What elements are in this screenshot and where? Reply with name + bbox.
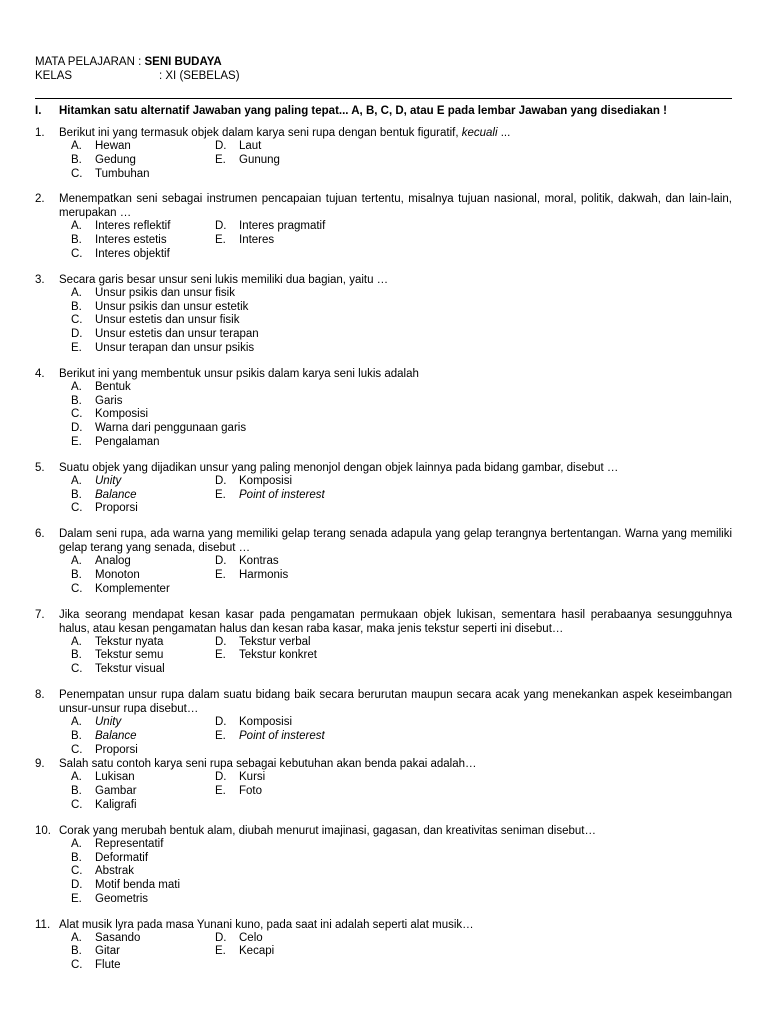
instruction bbox=[35, 105, 667, 117]
question-text: Salah satu contoh karya seni rupa sebagai kebutuhan akan benda pakai adalah… bbox=[59, 758, 477, 771]
option-e[interactable]: E. Harmonis bbox=[215, 568, 289, 581]
option-d[interactable]: D. Komposisi bbox=[215, 474, 293, 487]
option-b[interactable]: B. Balance bbox=[71, 729, 137, 742]
option-d[interactable]: D. Motif benda mati bbox=[71, 879, 181, 892]
option-a[interactable]: A. Unity bbox=[71, 474, 122, 487]
option-a[interactable]: A. Unity bbox=[71, 715, 122, 728]
option-b[interactable]: B. Tekstur semu bbox=[71, 649, 164, 662]
option-e[interactable]: E. Point of insterest bbox=[215, 488, 325, 501]
class-value: : XI (SEBELAS) bbox=[159, 70, 240, 82]
question-text: Jika seorang mendapat kesan kasar pada pengamatan permukaan objek lukisan, sementara hasil perabaanya sesungguhnya halus, atau kesan pengamatan halus dan kesan raba kasar, maka jenis tekstur seperti ini disebut… bbox=[59, 608, 732, 635]
option-b[interactable]: B. Unsur psikis dan unsur estetik bbox=[71, 300, 249, 313]
question-number: 3. bbox=[35, 273, 45, 286]
question-7 bbox=[35, 608, 732, 677]
option-b[interactable]: B. Garis bbox=[71, 394, 123, 407]
option-c[interactable]: C. Tekstur visual bbox=[71, 663, 165, 676]
option-a[interactable]: A. Analog bbox=[71, 555, 131, 568]
option-b[interactable]: B. Monoton bbox=[71, 568, 140, 581]
option-e[interactable]: E. Interes bbox=[215, 234, 275, 247]
option-a[interactable]: A. Unsur psikis dan unsur fisik bbox=[71, 286, 235, 299]
option-d[interactable]: D. Tekstur verbal bbox=[215, 635, 311, 648]
question-10 bbox=[35, 824, 732, 907]
subject-line bbox=[35, 55, 222, 69]
question-8 bbox=[35, 688, 732, 757]
question-11 bbox=[35, 918, 732, 973]
option-d[interactable]: D. Kontras bbox=[215, 555, 279, 568]
question-text: Corak yang merubah bentuk alam, diubah menurut imajinasi, gagasan, dan kreativitas seniman disebut… bbox=[59, 824, 596, 837]
option-d[interactable]: D. Interes pragmatif bbox=[215, 220, 326, 233]
question-text: Berikut ini yang membentuk unsur psikis dalam karya seni lukis adalah bbox=[59, 367, 419, 380]
question-9 bbox=[35, 757, 732, 812]
option-d[interactable]: D. Kursi bbox=[215, 771, 266, 784]
option-a[interactable]: A. Sasando bbox=[71, 931, 141, 944]
question-number: 7. bbox=[35, 608, 45, 621]
option-c[interactable]: C. Komplementer bbox=[71, 582, 170, 595]
option-e[interactable]: E. Point of insterest bbox=[215, 729, 325, 742]
subject-label: MATA PELAJARAN : bbox=[35, 56, 142, 68]
option-d[interactable]: D. Unsur estetis dan unsur terapan bbox=[71, 328, 259, 341]
question-number: 2. bbox=[35, 193, 45, 206]
question-text: Alat musik lyra pada masa Yunani kuno, pada saat ini adalah seperti alat musik… bbox=[59, 918, 474, 931]
question-number: 10. bbox=[35, 824, 51, 837]
option-d[interactable]: D. Celo bbox=[215, 931, 263, 944]
option-c[interactable]: C. Interes objektif bbox=[71, 247, 170, 260]
option-e[interactable]: E. Foto bbox=[215, 785, 263, 798]
question-number: 4. bbox=[35, 367, 45, 380]
option-c[interactable]: C. Tumbuhan bbox=[71, 167, 150, 180]
option-c[interactable]: C. Abstrak bbox=[71, 865, 134, 878]
class-label: KELAS bbox=[35, 70, 73, 82]
option-e[interactable]: E. Gunung bbox=[215, 153, 280, 166]
question-text: Suatu objek yang dijadikan unsur yang paling menonjol dengan objek lainnya pada bidang gambar, disebut … bbox=[59, 461, 619, 474]
option-c[interactable]: C. Kaligrafi bbox=[71, 798, 137, 811]
option-c[interactable]: C. Komposisi bbox=[71, 408, 149, 421]
question-number: 8. bbox=[35, 688, 45, 701]
question-text: Penempatan unsur rupa dalam suatu bidang baik secara berurutan maupun secara acak yang menekankan aspek keseimbangan unsur-unsur rupa disebut… bbox=[59, 688, 732, 715]
question-text: Dalam seni rupa, ada warna yang memiliki gelap terang senada adapula yang gelap terangnya bertentangan. Warna yang memiliki gelap terang yang senada, disebut … bbox=[59, 528, 732, 555]
option-a[interactable]: A. Interes reflektif bbox=[71, 220, 171, 233]
option-a[interactable]: A. Bentuk bbox=[71, 380, 131, 393]
option-b[interactable]: B. Interes estetis bbox=[71, 234, 167, 247]
option-b[interactable]: B. Gitar bbox=[71, 945, 120, 958]
question-6 bbox=[35, 527, 732, 596]
question-3 bbox=[35, 273, 732, 356]
question-text: Berikut ini yang termasuk objek dalam karya seni rupa dengan bentuk figuratif, kecuali ... bbox=[59, 127, 511, 139]
header-divider bbox=[35, 98, 732, 99]
subject-value: SENI BUDAYA bbox=[144, 56, 222, 68]
section-number: I. bbox=[35, 105, 42, 117]
option-c[interactable]: C. Proporsi bbox=[71, 502, 138, 515]
option-b[interactable]: B. Gedung bbox=[71, 153, 136, 166]
question-4 bbox=[35, 367, 732, 450]
option-c[interactable]: C. Unsur estetis dan unsur fisik bbox=[71, 314, 240, 327]
question-2 bbox=[35, 192, 732, 261]
class-line bbox=[35, 69, 240, 83]
option-d[interactable]: D. Komposisi bbox=[215, 715, 293, 728]
option-e[interactable]: E. Pengalaman bbox=[71, 435, 160, 448]
question-5 bbox=[35, 461, 732, 516]
option-e[interactable]: E. Kecapi bbox=[215, 945, 275, 958]
option-a[interactable]: A. Lukisan bbox=[71, 771, 135, 784]
option-c[interactable]: C. Proporsi bbox=[71, 743, 138, 756]
option-b[interactable]: B. Balance bbox=[71, 488, 137, 501]
question-text: Menempatkan seni sebagai instrumen pencapaian tujuan tertentu, misalnya tujuan nasional, moral, politik, dakwah, dan lain-lain, merupakan … bbox=[59, 193, 732, 220]
question-number: 5. bbox=[35, 461, 45, 474]
question-number: 1. bbox=[35, 127, 45, 139]
option-b[interactable]: B. Gambar bbox=[71, 785, 137, 798]
question-1 bbox=[35, 126, 732, 181]
option-a[interactable]: A. Hewan bbox=[71, 140, 131, 152]
question-text: Secara garis besar unsur seni lukis memiliki dua bagian, yaitu … bbox=[59, 273, 389, 286]
option-e[interactable]: E. Tekstur konkret bbox=[215, 649, 317, 662]
option-d[interactable]: D. Laut bbox=[215, 140, 262, 152]
question-number: 6. bbox=[35, 528, 45, 541]
option-c[interactable]: C. Flute bbox=[71, 959, 121, 972]
option-e[interactable]: E. Unsur terapan dan unsur psikis bbox=[71, 341, 255, 354]
question-number: 9. bbox=[35, 758, 45, 771]
instruction-text: Hitamkan satu alternatif Jawaban yang paling tepat... A, B, C, D, atau E pada lembar Jawaban yang disediakan ! bbox=[59, 105, 667, 117]
question-list bbox=[35, 126, 732, 984]
option-a[interactable]: A. Representatif bbox=[71, 837, 164, 850]
option-d[interactable]: D. Warna dari penggunaan garis bbox=[71, 422, 247, 435]
option-e[interactable]: E. Geometris bbox=[71, 892, 149, 905]
option-a[interactable]: A. Tekstur nyata bbox=[71, 635, 164, 648]
question-number: 11. bbox=[35, 918, 51, 931]
option-b[interactable]: B. Deformatif bbox=[71, 851, 149, 864]
